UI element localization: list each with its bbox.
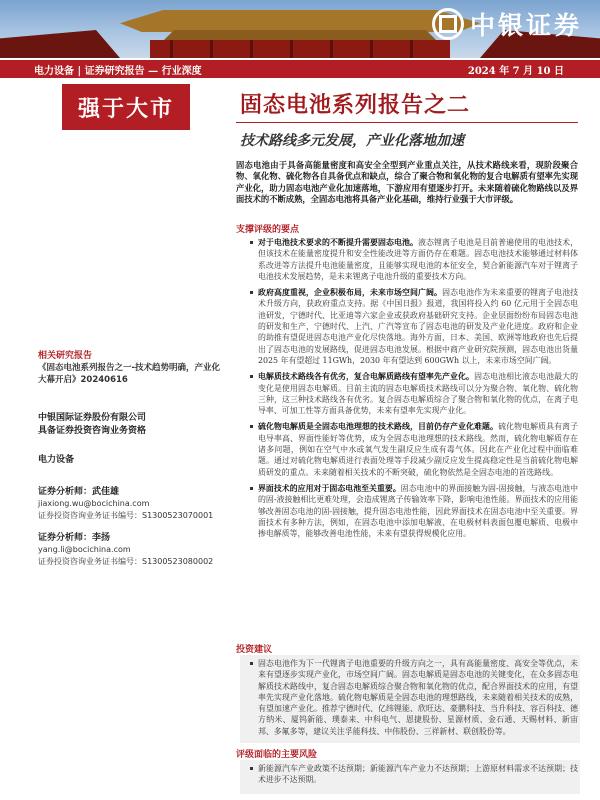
analyst-block: 证券分析师：李扬 yang.li@bocichina.com 证券投资咨询业务证书编号：S1300523080002 [38,532,226,568]
highlight-item: 电解质技术路线各有优劣，复合电解质路线有望率先产业化。固态电池相比液态电池最大的变化是使用固态电解质。目前主流的固态电解质技术路线可以分为聚合物、氧化物、硫化物三种，这三种技术路线各有优劣。复合固态电解质综合了聚合物和氧化物的优点，在离子电导率、可加工性等方面具备优势，未来有望率先实现产业化。 [250,371,578,416]
analyst-cert: 证券投资咨询业务证书编号：S1300523080002 [38,557,214,566]
risks-text: 新能源汽车产业政策不达预期；新能源汽车产业力不达预期；上游原材料需求不达预期；技术进步不达预期。 [250,763,578,786]
section-recommendation-heading: 投资建议 [236,645,273,655]
logo-text: 中银证券 [469,11,582,40]
company-logo [432,6,582,42]
firm-info [38,412,226,438]
firm-qualification: 具备证券投资咨询业务资格 [38,426,147,436]
analyst-email[interactable]: jiaxiong.wu@bocichina.com [38,499,150,508]
analyst-name: 李扬 [92,533,111,543]
risks-list [250,763,578,790]
analyst-cert: 证券投资咨询业务证书编号：S1300523070001 [38,511,214,520]
recommendation-text: 固态电池作为下一代锂离子电池重要的升级方向之一，具有高能量密度、高安全等优点，未来有望逐步实现产业化，市场空间广阔。固态电解质是固态电池的关键变化，在众多固态电解质技术路线中，复合固态电解质综合聚合物和氧化物的优点，配合界面技术的应用，有望率先实现产业化落地。硫化物电解质是全固态电池的理想路线，未来随着相关技术的成熟，有望加速产业化。推荐宁德时代、亿纬锂能、欣旺达、豪鹏科技、当升科技、容百科技、德方纳米、厦钨新能、璞泰来、中科电气、恩捷股份、星源材质、金石通、天赐材料、新宙邦、多氟多等，建议关注孚能科技、中伟股份、三祥新材、联创股份等。 [250,658,578,737]
industry-label: 电力设备 [38,455,75,465]
related-reports-heading: 相关研究报告 [38,351,93,361]
report-date: 2024 年 7 月 10 日 [467,65,564,77]
executive-summary: 固态电池由于具备高能量密度和高安全全型到产业重点关注，从技术路线来看，现阶段聚合物、氧化物、硫化物各自具备优点和缺点，综合了聚合物和氧化物的复合电解质有望率先实现产业化，助力固态电池产业化加速落地，下游应用有望逐步打开。未来随着硫化物路线以及界面技术的不断成熟，全固态电池将具备产业化基础，维持行业强于大市评级。 [236,160,578,204]
header-banner [0,0,600,58]
palace-hall [150,40,450,58]
related-report-item: 《固态电池系列报告之一-技术趋势明确，产业化大幕开启》20240616 [38,363,221,385]
title-divider [236,122,578,123]
section-highlights-heading: 支撑评级的要点 [236,225,300,235]
palace-side-roof-left [0,30,120,58]
palace-roof [120,10,480,32]
firm-name: 中银国际证券股份有限公司 [38,413,147,423]
highlight-item: 政府高度重视，企业积极布局，未来市场空间广阔。固态电池作为未来重要的锂离子电池技术升级方向，获政府重点支持。据《中国日报》报道，我国将投入约 60 亿元用于全固态电池研发，宁德时代、比亚迪等六家企业或获政府基础研究支持。企业层面纷纷布局固态电池的研发和生产，宁德时代、上汽、广汽等宣布了固态电池的研发及产业化进度。政府和企业的助推有望促进固态电池产业化尽快落地。海外方面，日本、美国、欧洲等地政府也先后提出了固态电池的发展路线，促进固态电池发展。根据中商产业研究院预测，固态电池出货量 2025 年有望超过 11GWh，2030 年有望达到 600GWh 以上，未来市场空间广阔。 [250,287,578,366]
report-category: 电力设备 | 证券研究报告 — 行业深度 [34,65,202,77]
analyst-name: 武佳雄 [92,487,120,497]
report-subtitle: 技术路线多元发展，产业化落地加速 [240,133,464,149]
highlight-item: 界面技术的应用对于固态电池至关重要。固态电池中的界面接触为固-固接触，与液态电池中的固-液接触相比更难处理，会造成锂离子传输效率下降，影响电池性能。界面技术的应用能够改善固态电池的固-固接触，提升固态电池性能，因此界面技术在固态电池中至关重要。界面技术有多种方法，例如，在固态电池中添加电解液、在电极材料表面包覆电解质、电极中掺电解质等，能够改善电池性能，未来有望获得规模化应用。 [250,483,578,539]
section-risks-heading: 评级面临的主要风险 [236,750,318,760]
analyst-block: 证券分析师：武佳雄 jiaxiong.wu@bocichina.com 证券投资咨询业务证书编号：S1300523070001 [38,486,226,522]
highlight-item: 对于电池技术要求的不断提升需要固态电池。液态锂离子电池是目前普遍使用的电池技术，但该技术在能量密度提升和安全性能改进等方面仍存在难题。固态电池技术能够通过材料体系改进等方法提升电池能量密度，且能够实现电池的本征安全，契合新能源汽车对于锂离子电池技术发展趋势，是未来锂离子电池升级的重要技术方向。 [250,237,578,282]
recommendation-list [250,658,578,741]
analyst-email[interactable]: yang.li@bocichina.com [38,545,131,554]
report-title: 固态电池系列报告之二 [240,92,471,118]
highlight-item: 硫化物电解质是全固态电池理想的技术路线，目前仍存产业化难题。硫化物电解质具有离子电导率高、界面性能好等优势，成为全固态电池理想的技术路线。然而，硫化物电解质存在诸多问题，例如在空气中水或氧气发生副反应生成有毒气体。因此在产业化过程中面临难题。通过对硫化物电解质进行表面处理等手段减少副反应发生提高稳定性是当前硫化物电解质研发的重点。未来随着相关技术的不断突破，硫化物依然是全固态电池的首选路线。 [250,421,578,477]
highlights-list [250,237,578,544]
rating-badge: 强于大市 [62,84,190,130]
category-bar [0,60,600,78]
boc-logo-icon [432,8,464,40]
